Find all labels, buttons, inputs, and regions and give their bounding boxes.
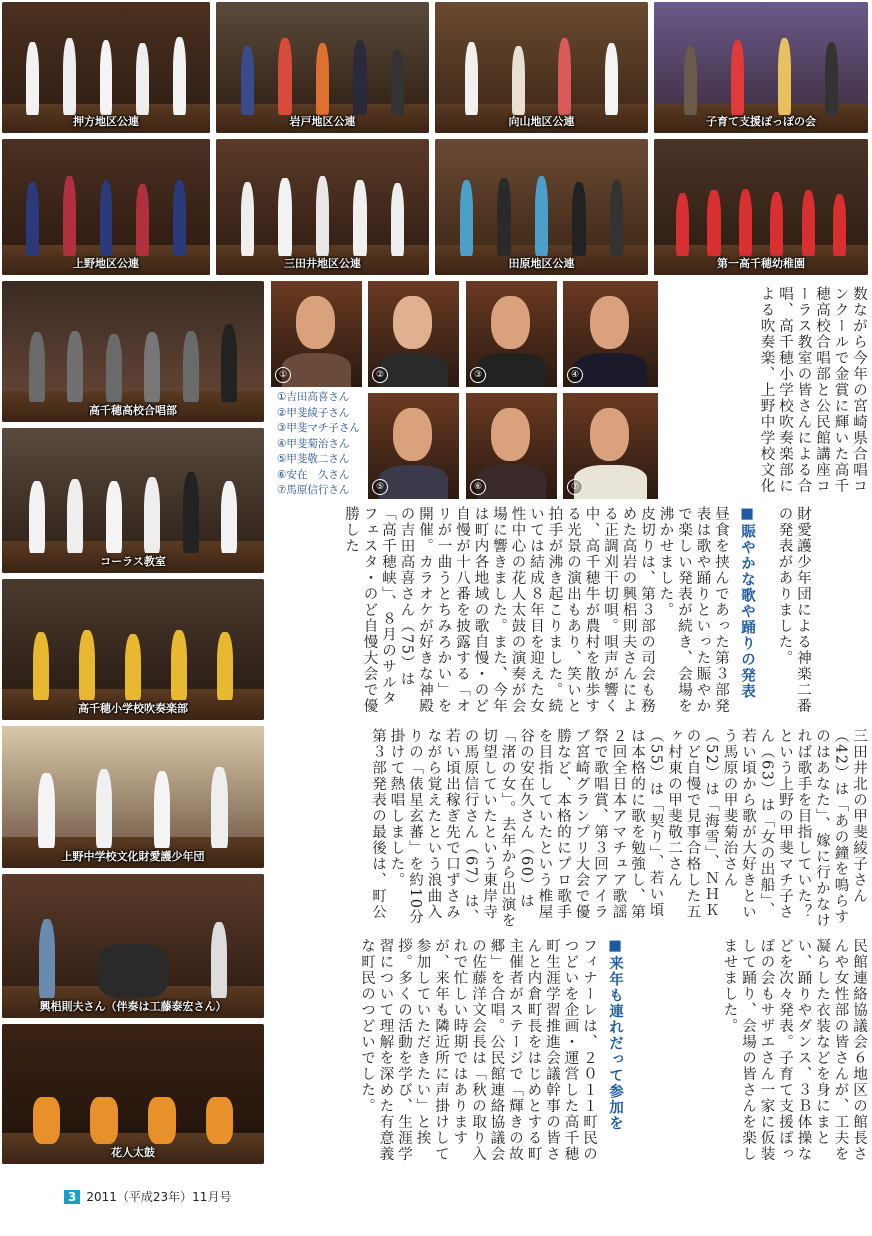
page-number: 3 [64, 1190, 80, 1204]
portrait-number: ③ [470, 367, 486, 383]
issue-label: 2011（平成23年）11月号 [86, 1190, 232, 1204]
portrait-number: ① [275, 367, 291, 383]
photo-caption: 三田井地区公連 [284, 257, 361, 270]
photo-koko [2, 281, 264, 422]
photo-chorus [2, 428, 264, 573]
photo-caption: 高千穂高校合唱部 [89, 404, 177, 417]
photo-mitai [216, 139, 429, 275]
page-footer [64, 1188, 231, 1205]
singer-name: ⑤甲斐敬二さん [277, 453, 350, 465]
portrait-number: ⑤ [372, 479, 388, 495]
photo-caption: 上野地区公連 [73, 257, 139, 270]
photo-caption: 上野中学校文化財愛護少年団 [61, 850, 205, 863]
portrait-number: ⑥ [470, 479, 486, 495]
portrait-3 [466, 281, 557, 387]
photo-caption: 田原地区公連 [508, 257, 575, 270]
portrait-number: ④ [567, 367, 583, 383]
section-heading-lively: ■賑やかな歌や踊りの発表 [739, 506, 755, 700]
photo-caption: 向山地区公連 [508, 115, 575, 128]
portrait-1 [271, 281, 362, 387]
article-text-bottom-a: 三田井北の甲斐綾子さん（42）は「あの鐘を鳴らすのはあなた」、嫁に行かなければ歌手を目指していた？という上野の甲斐マチ子さん（63）は「女の出船」、若い頃から歌が大好きという馬原の甲斐菊治さん（52）は「海雪」、ＮＨＫのど自慢で見事合格した五ヶ村東の甲斐敬二さん（55）は「契り」、若い頃は本格的に歌を勉強し、第２回全日本アマチュア歌謡祭で歌唱賞、第３回アイラブ宮崎グランプリ大会で優勝など、本格的にプロ歌手を目指していたという椎屋谷の安在久さん（60）は「渚の女」。去年から出演を切望していたという東岸寺の馬原信行さん（67）は、若い頃出稼ぎ先で口ずさみながら覚えたという浪曲入りの「俵星玄蕃」を約10分掛けて熱唱しました。 第３部発表の最後は、町公 [370, 728, 867, 929]
photo-oshikata [2, 2, 210, 133]
singer-name: ①吉田高喜さん [277, 391, 350, 403]
article-text-middle-a: 財愛護少年団による神楽二番の発表がありました。 [776, 506, 811, 714]
photo-shogakko [2, 579, 264, 720]
portrait-7 [563, 393, 658, 499]
portrait-number: ⑦ [567, 479, 583, 495]
portrait-5 [368, 393, 459, 499]
article-text-bottom-c: フィナーレは、２０１１町民のつどいを企画・運営した高千穂町生涯学習推進会議幹事の皆さんと内倉町長をはじめとする町主催者がステージで「輝きの故郷」を合唱。公民館連絡協議会の佐藤洋文会長は「秋の取り入れで忙しい時期ではありますが、来年も隣近所に声掛けして参加していただきたい」と挨拶。多くの活動を学び、生涯学習について理解を深めた有意義な町民のつどいでした。 [359, 938, 597, 1162]
article-text-bottom-b: 民館連絡協議会６地区の館長さんや女性部の皆さんが、工夫を凝らした衣装などを身にまとい、踊りやダンス、３Ｂ体操などを次々発表。子育て支援ぽっぽの会もサザエさん一家に仮装して踊り、会場の皆さんを楽しませました。 [721, 938, 867, 1162]
photo-caption: 岩戸地区公連 [289, 115, 356, 128]
photo-caption: コーラス教室 [100, 555, 166, 568]
photo-caption: 第一高千穂幼稚園 [717, 257, 805, 270]
section-heading-next-year: ■来年も連れだって参加を [607, 938, 623, 1132]
singer-name-list [277, 390, 369, 499]
photo-caption: 花人太鼓 [111, 1146, 155, 1159]
photo-caption: 子育て支援ぽっぽの会 [706, 115, 816, 128]
singer-name: ④甲斐菊治さん [277, 437, 350, 450]
photo-caption: 押方地区公連 [73, 115, 139, 128]
article-text-top: 数ながら今年の宮崎県合唱コンクールで金賞に輝いた高千穂高校合唱部と公民館講座コーラス教室の皆さんによる合唱、高千穂小学校吹奏楽部による吹奏楽、上野中学校文化 [758, 286, 867, 494]
photo-yochien [654, 139, 868, 275]
portrait-number: ② [372, 367, 388, 383]
portrait-4 [563, 281, 658, 387]
article-text-middle-b: 昼食を挟んであった第３部発表は歌や踊りといった賑やかで楽しい発表が続き、会場を沸かせました。 皮切りは、第３部の司会も務めた高岩の興梠則夫さんによる正調刈干切唄。唄声が響く中、高千穂牛が農村を散歩する光景の演出もあり、笑いと拍手が沸き起こりました。続いては結成８年目を迎えた女性中心の花人太鼓の演奏が会場に響きました。また、今年は町内各地域の歌自慢・のど自慢が十八番を披露する「オリが一曲うとちみろかい」を開催。カラオケが好きな神殿の吉田高喜さん（75）は「高千穂峡」、８月のサルタフェスタ・のど自慢大会で優勝した [343, 506, 729, 714]
photo-oki [2, 874, 264, 1018]
photo-caption: 高千穂小学校吹奏楽部 [78, 702, 188, 715]
photo-mukaiyama [435, 2, 648, 133]
photo-kosodate [654, 2, 868, 133]
singer-name: ⑦馬原信行さん [277, 484, 350, 496]
photo-tabaru [435, 139, 648, 275]
singer-name: ②甲斐綾子さん [277, 406, 350, 419]
portrait-6 [466, 393, 557, 499]
photo-taiko [2, 1024, 264, 1164]
photo-chugakko [2, 726, 264, 868]
singer-name: ⑥安在 久さん [277, 468, 350, 481]
singer-name: ③甲斐マチ子さん [277, 422, 360, 434]
photo-caption: 興梠則夫さん（伴奏は工藤泰宏さん） [39, 1000, 227, 1013]
portrait-2 [368, 281, 459, 387]
photo-kamino [2, 139, 210, 275]
photo-iwato [216, 2, 429, 133]
